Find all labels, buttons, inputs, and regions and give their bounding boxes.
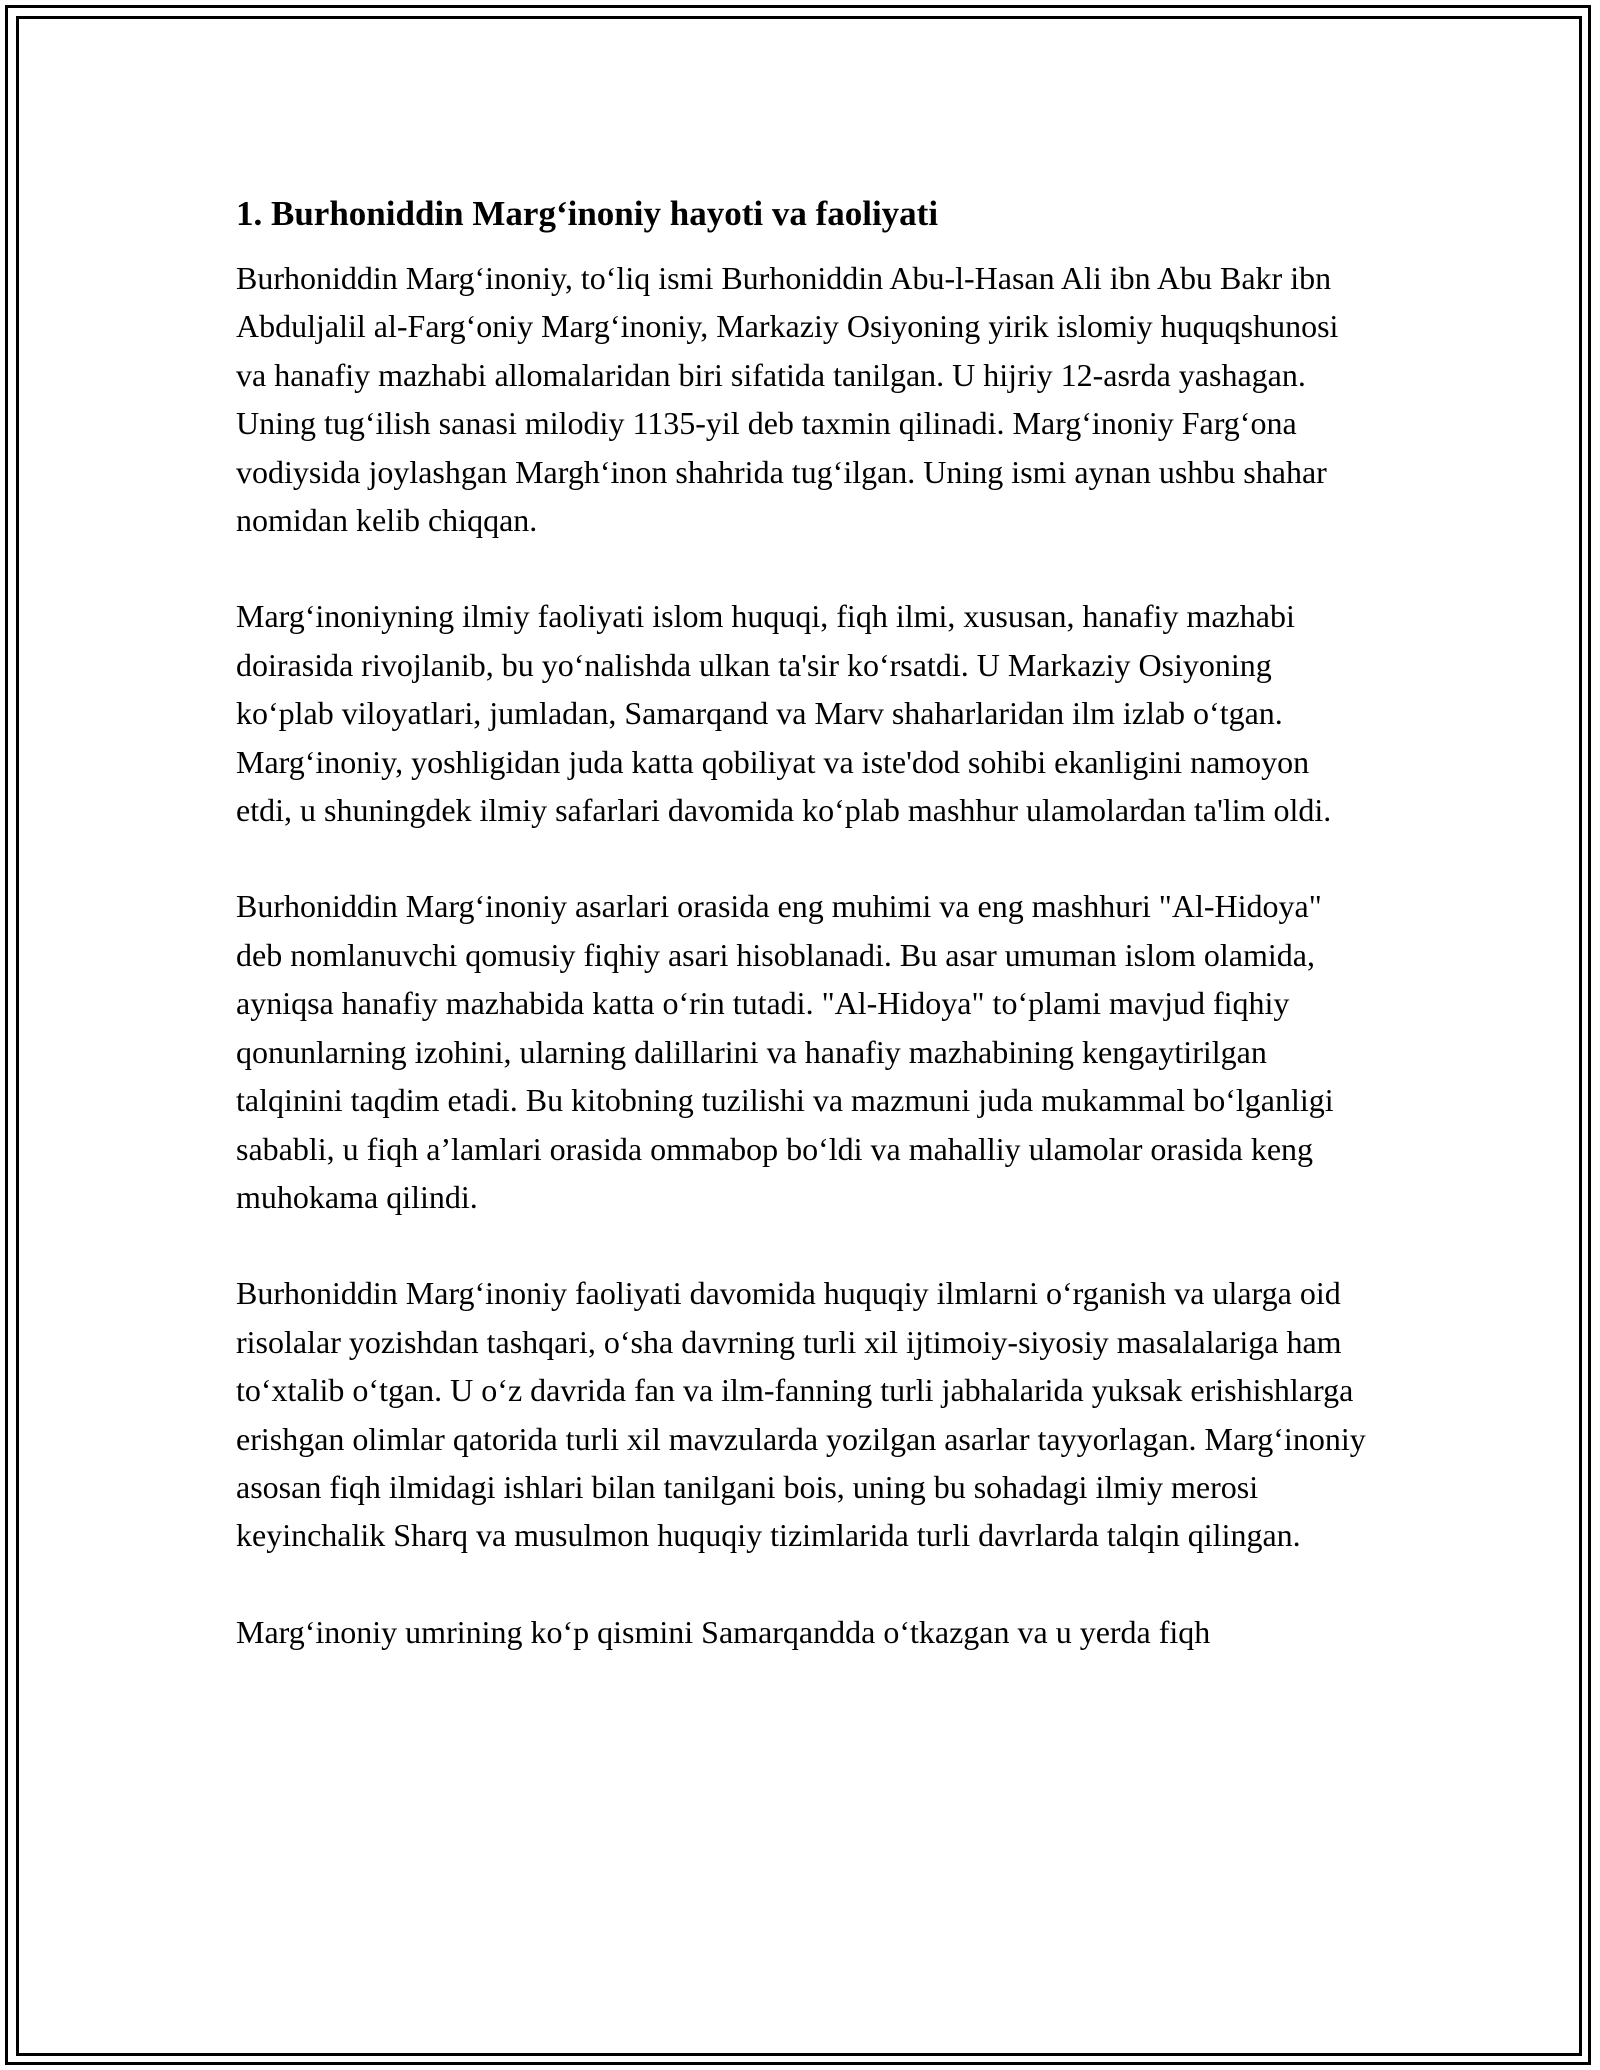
section-heading: 1. Burhoniddin Marg‘inoniy hayoti va faoliyati bbox=[236, 194, 939, 233]
document-body bbox=[236, 188, 1366, 1704]
paragraph-biography: Burhoniddin Marg‘inoniy, to‘liq ismi Burhoniddin Abu-l-Hasan Ali ibn Abu Bakr ibn Abduljalil al-Farg‘oniy Marg‘inoniy, Markaziy Osiyoning yirik islomiy huquqshunosi va hanafiy mazhabi allomalaridan biri sifatida tanilgan. U hijriy 12-asrda yashagan. Uning tug‘ilish sanasi milodiy 1135-yil deb taxmin qilinadi. Marg‘inoniy Farg‘ona vodiysida joylashgan Margh‘inon shahrida tug‘ilgan. Uning ismi aynan ushbu shahar nomidan kelib chiqqan. bbox=[236, 260, 1339, 539]
paragraph-other-works: Burhoniddin Marg‘inoniy faoliyati davomida huquqiy ilmlarni o‘rganish va ularga oid risolalar yozishdan tashqari, o‘sha davrning turli xil ijtimoiy-siyosiy masalalariga ham to‘xtalib o‘tgan. U o‘z davrida fan va ilm-fanning turli jabhalarida yuksak erishishlarga erishgan olimlar qatorida turli xil mavzularda yozilgan asarlar tayyorlagan. Marg‘inoniy asosan fiqh ilmidagi ishlari bilan tanilgani bois, uning bu sohadagi ilmiy merosi keyinchalik Sharq va musulmon huquqiy tizimlarida turli davrlarda talqin qilingan. bbox=[236, 1275, 1366, 1554]
paragraph-samarqand: Marg‘inoniy umrining ko‘p qismini Samarqandda o‘tkazgan va u yerda fiqh bbox=[236, 1613, 1211, 1650]
paragraph-scholarly-activity: Marg‘inoniyning ilmiy faoliyati islom huquqi, fiqh ilmi, xususan, hanafiy mazhabi doirasida rivojlanib, bu yo‘nalishda ulkan ta'sir ko‘rsatdi. U Markaziy Osiyoning ko‘plab viloyatlari, jumladan, Samarqand va Marv shaharlaridan ilm izlab o‘tgan. Marg‘inoniy, yoshligidan juda katta qobiliyat va iste'dod sohibi ekanligini namoyon etdi, u shuningdek ilmiy safarlari davomida ko‘plab mashhur ulamolardan ta'lim oldi. bbox=[236, 598, 1332, 829]
paragraph-al-hidoya: Burhoniddin Marg‘inoniy asarlari orasida eng muhimi va eng mashhuri "Al-Hidoya" deb nomlanuvchi qomusiy fiqhiy asari hisoblanadi. Bu asar umuman islom olamida, ayniqsa hanafiy mazhabida katta o‘rin tutadi. "Al-Hidoya" to‘plami mavjud fiqhiy qonunlarning izohini, ularning dalillarini va hanafiy mazhabining kengaytirilgan talqinini taqdim etadi. Bu kitobning tuzilishi va mazmuni juda mukammal bo‘lganligi sababli, u fiqh a’lamlari orasida ommabop bo‘ldi va mahalliy ulamolar orasida keng muhokama qilindi. bbox=[236, 888, 1334, 1215]
